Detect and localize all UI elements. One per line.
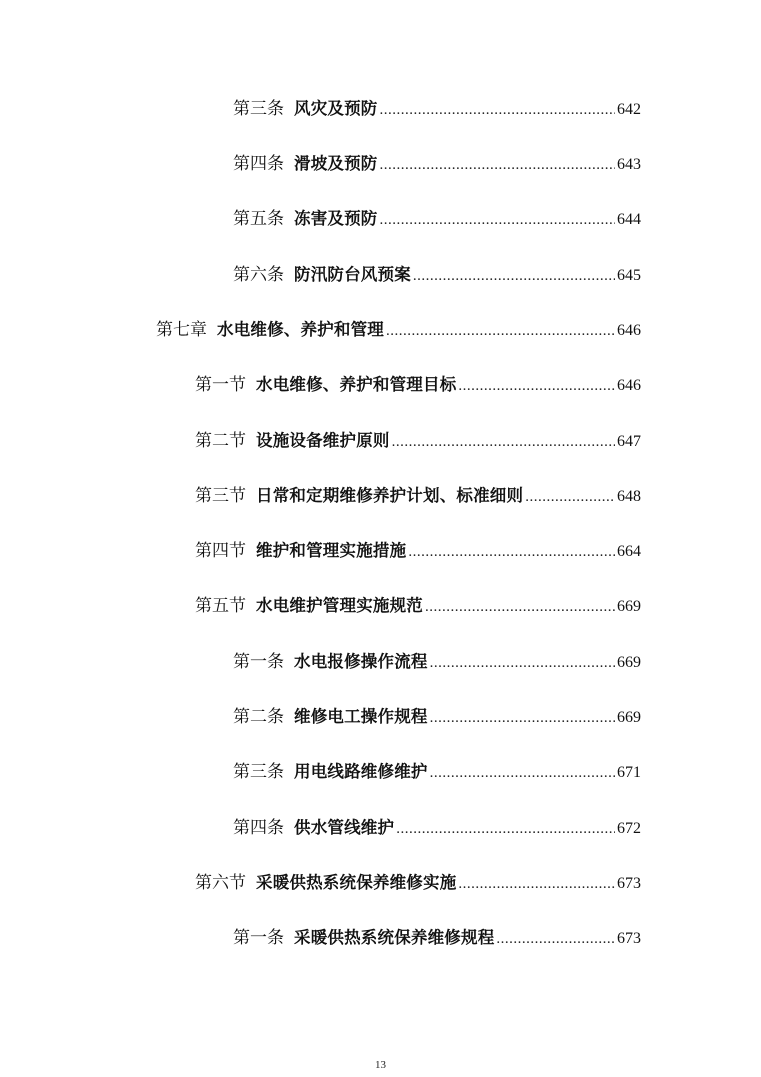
- toc-entry-title: 设施设备维护原则: [256, 431, 390, 450]
- toc-entry-prefix: 第二条: [233, 707, 284, 727]
- toc-entry-prefix: 第一条: [233, 652, 284, 672]
- dot-leader: [386, 318, 615, 344]
- toc-entry-title: 防汛防台风预案: [294, 265, 411, 284]
- page-number: 13: [375, 1059, 386, 1071]
- toc-entry[interactable]: [233, 815, 641, 841]
- toc-entry-section[interactable]: [195, 870, 641, 896]
- dot-leader: [525, 484, 615, 510]
- toc-entry-page: 672: [617, 820, 641, 837]
- dot-leader: [408, 539, 615, 565]
- dot-leader: [396, 816, 615, 842]
- dot-leader: [458, 871, 615, 897]
- toc-entry-title: 维修电工操作规程: [294, 707, 428, 726]
- toc-entry-prefix: 第一节: [195, 375, 246, 395]
- toc-entry-page: 669: [617, 598, 641, 615]
- toc-entry-page: 646: [617, 322, 641, 339]
- toc-entry-prefix: 第六条: [233, 265, 284, 285]
- toc-entry-prefix: 第四节: [195, 541, 246, 561]
- toc-entry-page: 642: [617, 101, 641, 118]
- toc-entry-section[interactable]: [195, 483, 641, 509]
- dot-leader: [392, 429, 615, 455]
- dot-leader: [496, 926, 615, 952]
- toc-entry-title: 滑坡及预防: [294, 154, 378, 173]
- toc-entry-title: 采暖供热系统保养维修实施: [256, 873, 457, 892]
- dot-leader: [425, 594, 615, 620]
- toc-entry-title: 水电报修操作流程: [294, 652, 428, 671]
- dot-leader: [380, 152, 616, 178]
- toc-entry-prefix: 第五节: [195, 596, 246, 616]
- toc-entry[interactable]: [233, 759, 641, 785]
- toc-entry-prefix: 第六节: [195, 873, 246, 893]
- toc-entry-title: 水电维修、养护和管理目标: [256, 375, 457, 394]
- toc-entry-prefix: 第四条: [233, 154, 284, 174]
- toc-entry-page: 643: [617, 156, 641, 173]
- toc-entry-section[interactable]: [195, 593, 641, 619]
- toc-entry-title: 维护和管理实施措施: [256, 541, 407, 560]
- toc-entry-title: 水电维护管理实施规范: [256, 596, 423, 615]
- toc-entry-title: 用电线路维修维护: [294, 762, 428, 781]
- dot-leader: [430, 760, 615, 786]
- toc-entry[interactable]: [233, 925, 641, 951]
- toc-entry-page: 673: [617, 875, 641, 892]
- toc-entry-page: 669: [617, 709, 641, 726]
- toc-entry-prefix: 第三条: [233, 99, 284, 119]
- toc-entry-title: 水电维修、养护和管理: [217, 320, 384, 339]
- dot-leader: [430, 650, 615, 676]
- toc-entry-title: 冻害及预防: [294, 209, 378, 228]
- toc-entry-prefix: 第四条: [233, 818, 284, 838]
- toc-entry-prefix: 第五条: [233, 209, 284, 229]
- toc-entry-page: 647: [617, 433, 641, 450]
- toc-entry-prefix: 第二节: [195, 431, 246, 451]
- toc-entry-section[interactable]: [195, 372, 641, 398]
- toc-entry-page: 645: [617, 267, 641, 284]
- toc-entry-title: 风灾及预防: [294, 99, 378, 118]
- toc-entry-page: 673: [617, 930, 641, 947]
- dot-leader: [380, 207, 616, 233]
- toc-entry-title: 采暖供热系统保养维修规程: [294, 928, 495, 947]
- dot-leader: [458, 373, 615, 399]
- toc-entry-prefix: 第七章: [156, 320, 207, 340]
- toc-entry[interactable]: [233, 151, 641, 177]
- toc-entry-prefix: 第一条: [233, 928, 284, 948]
- toc-entry-page: 646: [617, 377, 641, 394]
- toc-entry-page: 669: [617, 654, 641, 671]
- toc-entry[interactable]: [233, 262, 641, 288]
- toc-entry[interactable]: [233, 704, 641, 730]
- toc-entry[interactable]: [233, 96, 641, 122]
- toc-entry-page: 648: [617, 488, 641, 505]
- toc-entry[interactable]: [233, 649, 641, 675]
- toc-entry-section[interactable]: [195, 428, 641, 454]
- dot-leader: [413, 263, 615, 289]
- toc-entry-title: 日常和定期维修养护计划、标准细则: [256, 486, 524, 505]
- toc-entry-section[interactable]: [195, 538, 641, 564]
- toc-entry-prefix: 第三节: [195, 486, 246, 506]
- dot-leader: [430, 705, 615, 731]
- dot-leader: [380, 97, 616, 123]
- toc-entry-title: 供水管线维护: [294, 818, 395, 837]
- toc-entry-chapter[interactable]: [156, 317, 641, 343]
- toc-entry[interactable]: [233, 206, 641, 232]
- toc-entry-page: 671: [617, 764, 641, 781]
- toc-entry-prefix: 第三条: [233, 762, 284, 782]
- toc-entry-page: 664: [617, 543, 641, 560]
- toc-entry-page: 644: [617, 211, 641, 228]
